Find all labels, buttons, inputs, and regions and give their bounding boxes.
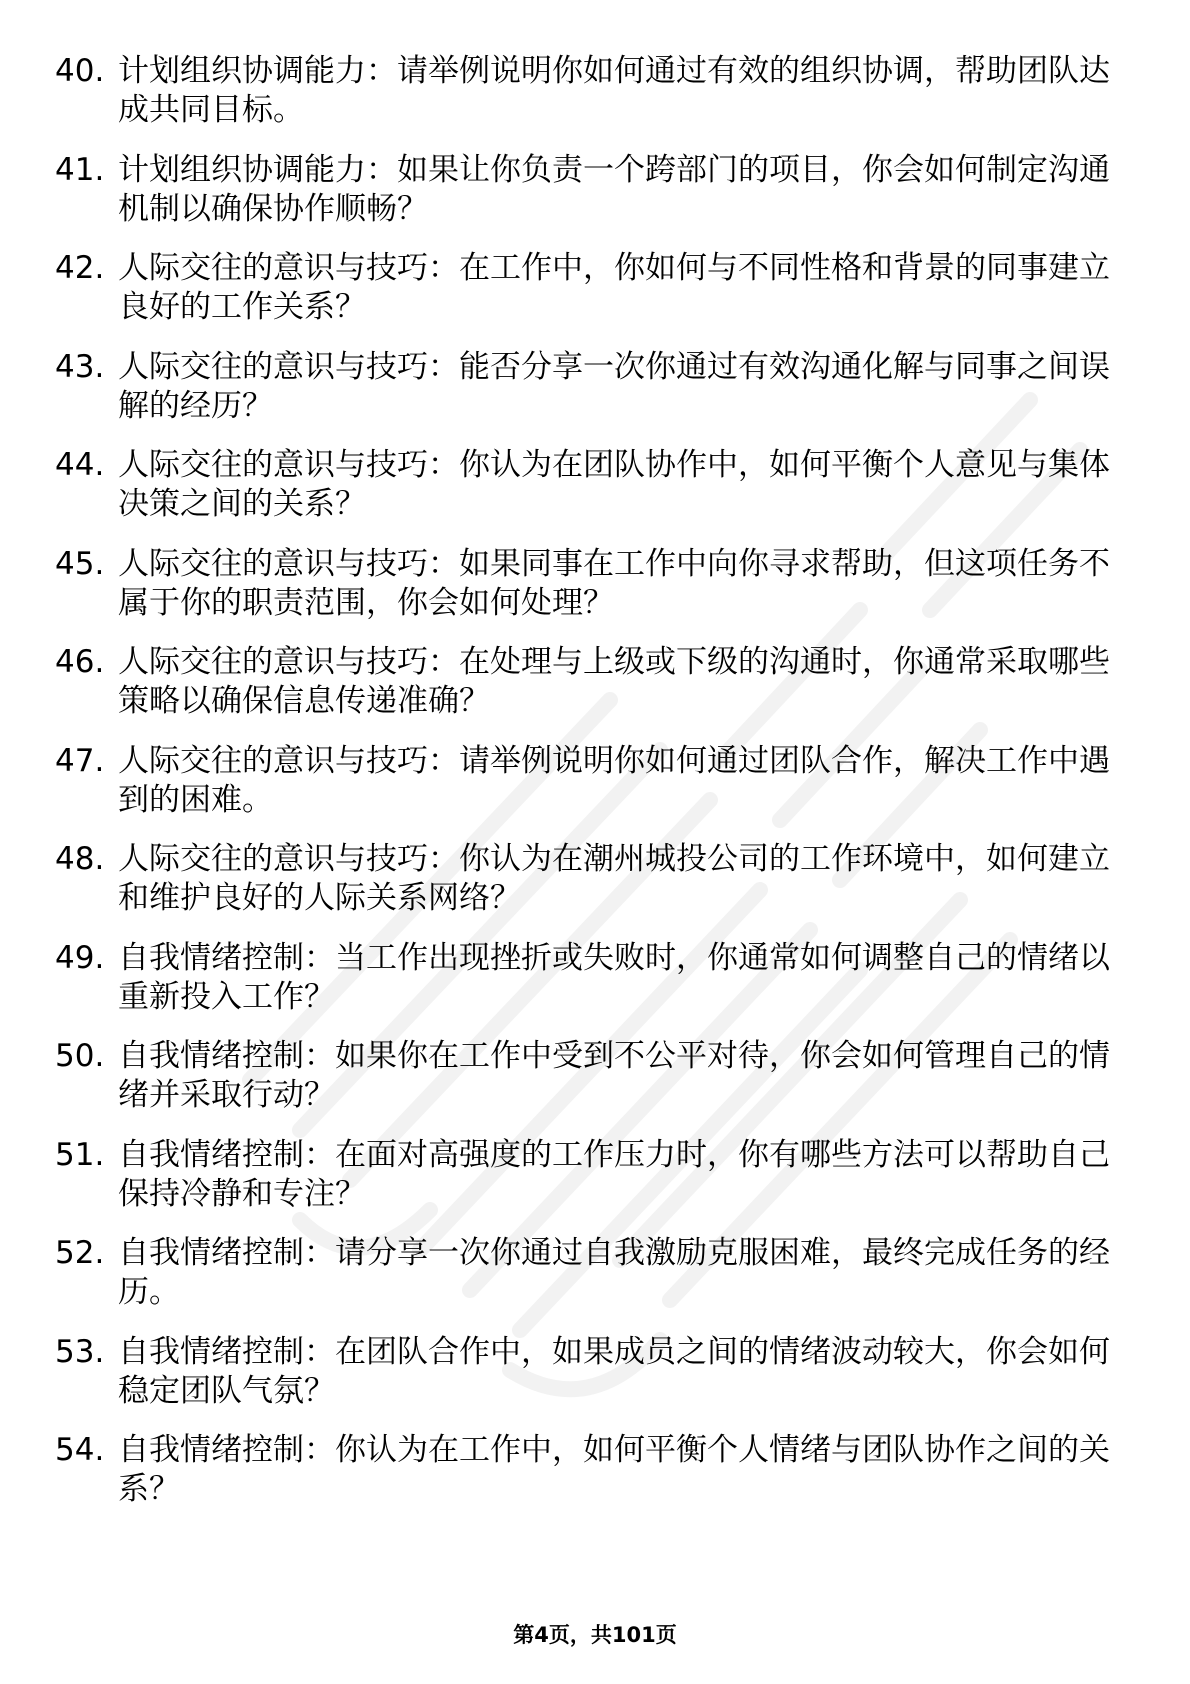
question-text: 人际交往的意识与技巧：你认为在团队协作中，如何平衡个人意见与集体决策之间的关系？ [118, 447, 1110, 522]
list-item [55, 1333, 1120, 1411]
question-number: 40. [55, 53, 105, 89]
question-text: 自我情绪控制：请分享一次你通过自我激励克服困难，最终完成任务的经历。 [118, 1235, 1110, 1310]
question-text: 自我情绪控制：在团队合作中，如果成员之间的情绪波动较大，你会如何稳定团队气氛？ [118, 1333, 1110, 1409]
list-item [55, 742, 1120, 820]
question-number: 51. [55, 1136, 105, 1173]
question-number: 47. [55, 742, 105, 779]
question-text: 自我情绪控制：当工作出现挫折或失败时，你通常如何调整自己的情绪以重新投入工作？ [118, 939, 1110, 1015]
list-item [55, 643, 1120, 721]
list-item [55, 249, 1120, 327]
list-item [55, 348, 1120, 426]
question-number: 43. [55, 348, 105, 385]
list-item [55, 446, 1120, 524]
question-number: 44. [55, 447, 105, 483]
question-text: 人际交往的意识与技巧：你认为在潮州城投公司的工作环境中，如何建立和维护良好的人际关系网络？ [118, 841, 1110, 916]
question-text: 人际交往的意识与技巧：在工作中，你如何与不同性格和背景的同事建立良好的工作关系？ [118, 250, 1110, 325]
question-number: 53. [55, 1333, 105, 1370]
question-number: 49. [55, 939, 105, 976]
list-item [55, 1234, 1120, 1312]
question-text: 人际交往的意识与技巧：请举例说明你如何通过团队合作，解决工作中遇到的困难。 [118, 742, 1110, 818]
question-number: 54. [55, 1432, 105, 1468]
question-text: 计划组织协调能力：请举例说明你如何通过有效的组织协调，帮助团队达成共同目标。 [118, 53, 1110, 128]
list-item [55, 52, 1120, 130]
question-number: 45. [55, 545, 105, 582]
question-text: 自我情绪控制：在面对高强度的工作压力时，你有哪些方法可以帮助自己保持冷静和专注？ [118, 1136, 1110, 1212]
question-text: 自我情绪控制：你认为在工作中，如何平衡个人情绪与团队协作之间的关系？ [118, 1432, 1110, 1507]
list-item [55, 545, 1120, 623]
list-item [55, 1431, 1120, 1509]
question-text: 人际交往的意识与技巧：能否分享一次你通过有效沟通化解与同事之间误解的经历？ [118, 348, 1110, 424]
list-item [55, 1037, 1120, 1115]
question-number: 50. [55, 1038, 105, 1074]
question-number: 41. [55, 151, 105, 188]
list-item [55, 1136, 1120, 1214]
question-text: 计划组织协调能力：如果让你负责一个跨部门的项目，你会如何制定沟通机制以确保协作顺畅？ [118, 151, 1110, 227]
question-text: 自我情绪控制：如果你在工作中受到不公平对待，你会如何管理自己的情绪并采取行动？ [118, 1038, 1110, 1113]
question-number: 42. [55, 250, 105, 286]
question-text: 人际交往的意识与技巧：在处理与上级或下级的沟通时，你通常采取哪些策略以确保信息传递准确？ [118, 644, 1110, 719]
question-number: 52. [55, 1235, 105, 1271]
question-text: 人际交往的意识与技巧：如果同事在工作中向你寻求帮助，但这项任务不属于你的职责范围，你会如何处理？ [118, 545, 1110, 621]
question-number: 48. [55, 841, 105, 877]
list-item [55, 840, 1120, 918]
list-item [55, 151, 1120, 229]
page-footer: 第4页，共101页 [513, 1623, 677, 1647]
list-item [55, 939, 1120, 1017]
question-list [55, 52, 1120, 1530]
question-number: 46. [55, 644, 105, 680]
